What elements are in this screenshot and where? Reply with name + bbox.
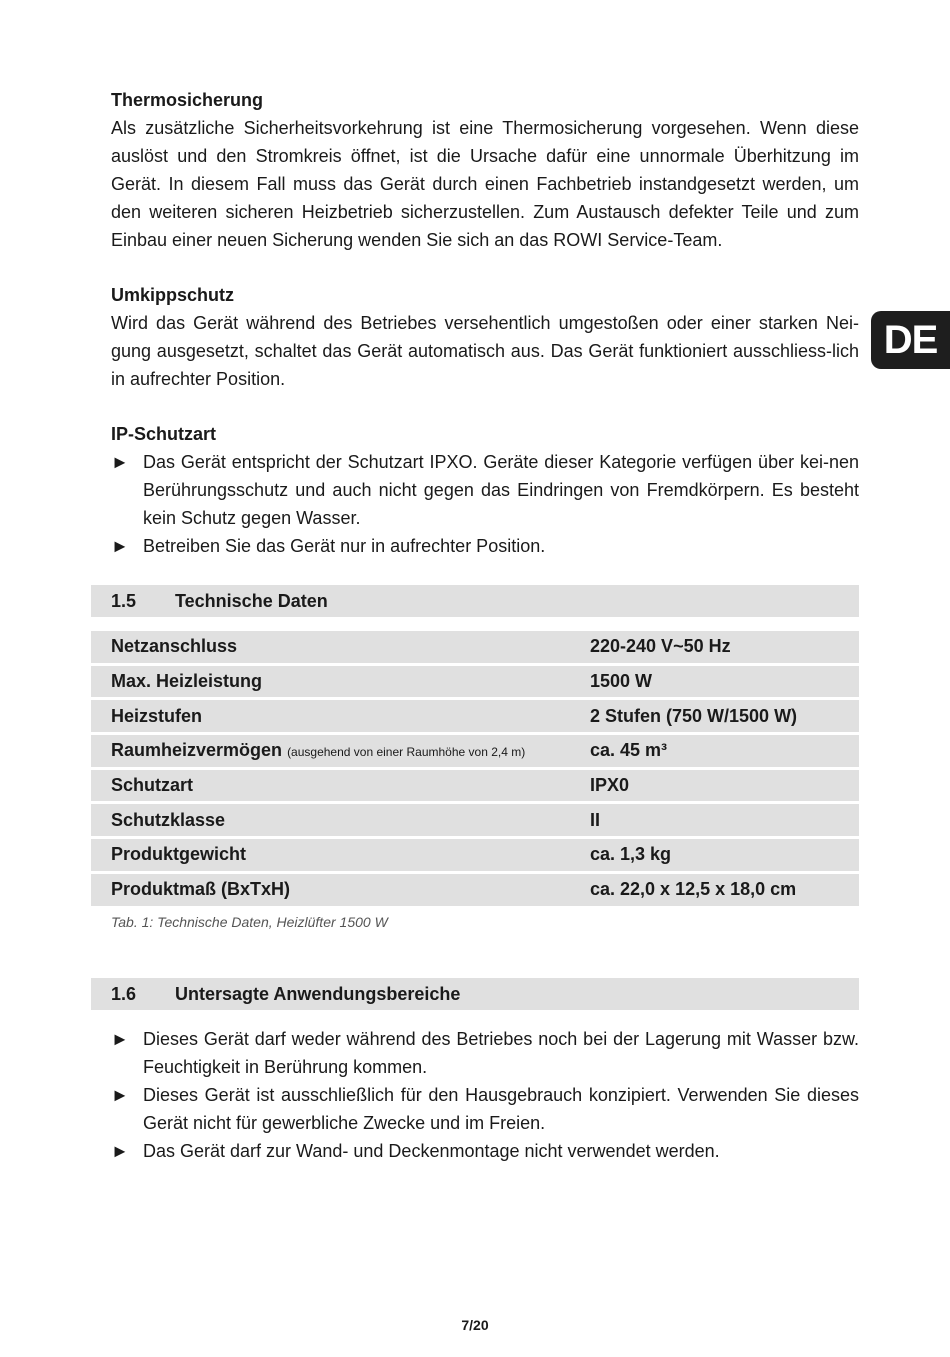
table-row [91,700,859,732]
table-row [91,874,859,906]
list-item [111,1081,859,1137]
spec-value: ca. 1,3 kg [590,839,859,871]
ip-heading: IP-Schutzart [111,424,217,444]
technical-data-table [91,628,859,909]
spec-value: IPX0 [590,770,859,802]
spec-value: ca. 22,0 x 12,5 x 18,0 cm [590,874,859,906]
table-row [91,770,859,802]
umkipp-text: Wird das Gerät während des Betriebes versehentlich umgestoßen oder einer starken Nei-gung ausgesetzt, schaltet das Gerät automatisch aus. Das Gerät funktioniert ausschliess-lich in aufrechter Position. [111,313,859,389]
spec-label: Produktgewicht [111,844,247,865]
table-row [91,839,859,871]
bullet-arrow-icon: ► [111,536,129,556]
list-item [111,532,859,560]
language-tab-de: DE [871,311,950,369]
page-number: 7/20 [461,1317,489,1333]
list-item [111,1137,859,1165]
table-row [91,631,859,663]
section-number: 1.5 [111,591,137,611]
bullet-text: Dieses Gerät ist ausschließlich für den Hausgebrauch konzipiert. Verwenden Sie dieses Gerät nicht für gewerbliche Zwecke und im Freien. [143,1085,859,1133]
spec-label: Max. Heizleistung [111,671,263,692]
bullet-text: Das Gerät entspricht der Schutzart IPXO. Geräte dieser Kategorie verfügen über kei-nen Berührungsschutz und auch nicht gegen das Eindringen von Fremdkörpern. Es besteht kein Schutz gegen Wasser. [143,452,859,528]
prohibited-content [111,1025,859,1165]
ip-bullet-list [111,448,859,560]
spec-label: Schutzart [111,775,194,796]
spec-value: II [590,804,859,836]
table-row [91,735,859,767]
bullet-text: Betreiben Sie das Gerät nur in aufrechter Position. [143,536,546,556]
bullet-arrow-icon: ► [111,452,129,472]
section-number: 1.6 [111,984,137,1004]
bullet-arrow-icon: ► [111,1029,129,1049]
spec-label: Netzanschluss [111,636,238,657]
section-header-prohibited-uses [91,978,859,1010]
upper-content [111,86,859,560]
table-caption: Tab. 1: Technische Daten, Heizlüfter 1500 W [111,914,388,930]
spec-label: Raumheizvermögen [111,740,283,761]
spec-label: Heizstufen [111,705,203,726]
bullet-text: Das Gerät darf zur Wand- und Deckenmontage nicht verwendet werden. [143,1141,720,1161]
spec-value: 1500 W [590,666,859,698]
spec-value: ca. 45 m³ [590,735,859,767]
spec-label: Schutzklasse [111,809,226,830]
bullet-arrow-icon: ► [111,1085,129,1105]
list-item [111,1025,859,1081]
bullet-text: Dieses Gerät darf weder während des Betriebes noch bei der Lagerung mit Wasser bzw. Feuchtigkeit in Berührung kommen. [143,1029,859,1077]
prohibited-bullet-list [111,1025,859,1165]
table-row [91,804,859,836]
spec-value: 220-240 V~50 Hz [590,631,859,663]
section-title: Untersagte Anwendungsbereiche [175,984,461,1004]
section-title: Technische Daten [175,591,328,611]
spec-note: (ausgehend von einer Raumhöhe von 2,4 m) [287,745,526,760]
table-row [91,666,859,698]
spec-label: Produktmaß (BxTxH) [111,879,291,900]
umkipp-heading: Umkippschutz [111,285,235,305]
list-item [111,448,859,532]
thermo-heading: Thermosicherung [111,90,264,110]
thermo-text: Als zusätzliche Sicherheitsvorkehrung ist eine Thermosicherung vorgesehen. Wenn diese auslöst und den Stromkreis öffnet, ist die Ursache dafür eine unnormale Überhitzung im Gerät. In diesem Fall muss das Gerät durch einen Fachbetrieb instandgesetzt werden, um den weiteren sicheren Heizbetrieb sicherzustellen. Zum Austausch defekter Teile und zum Einbau einer neuen Sicherung wenden Sie sich an das ROWI Service-Team. [111,118,859,250]
section-header-technical-data [91,585,859,617]
bullet-arrow-icon: ► [111,1141,129,1161]
spec-value: 2 Stufen (750 W/1500 W) [590,700,859,732]
